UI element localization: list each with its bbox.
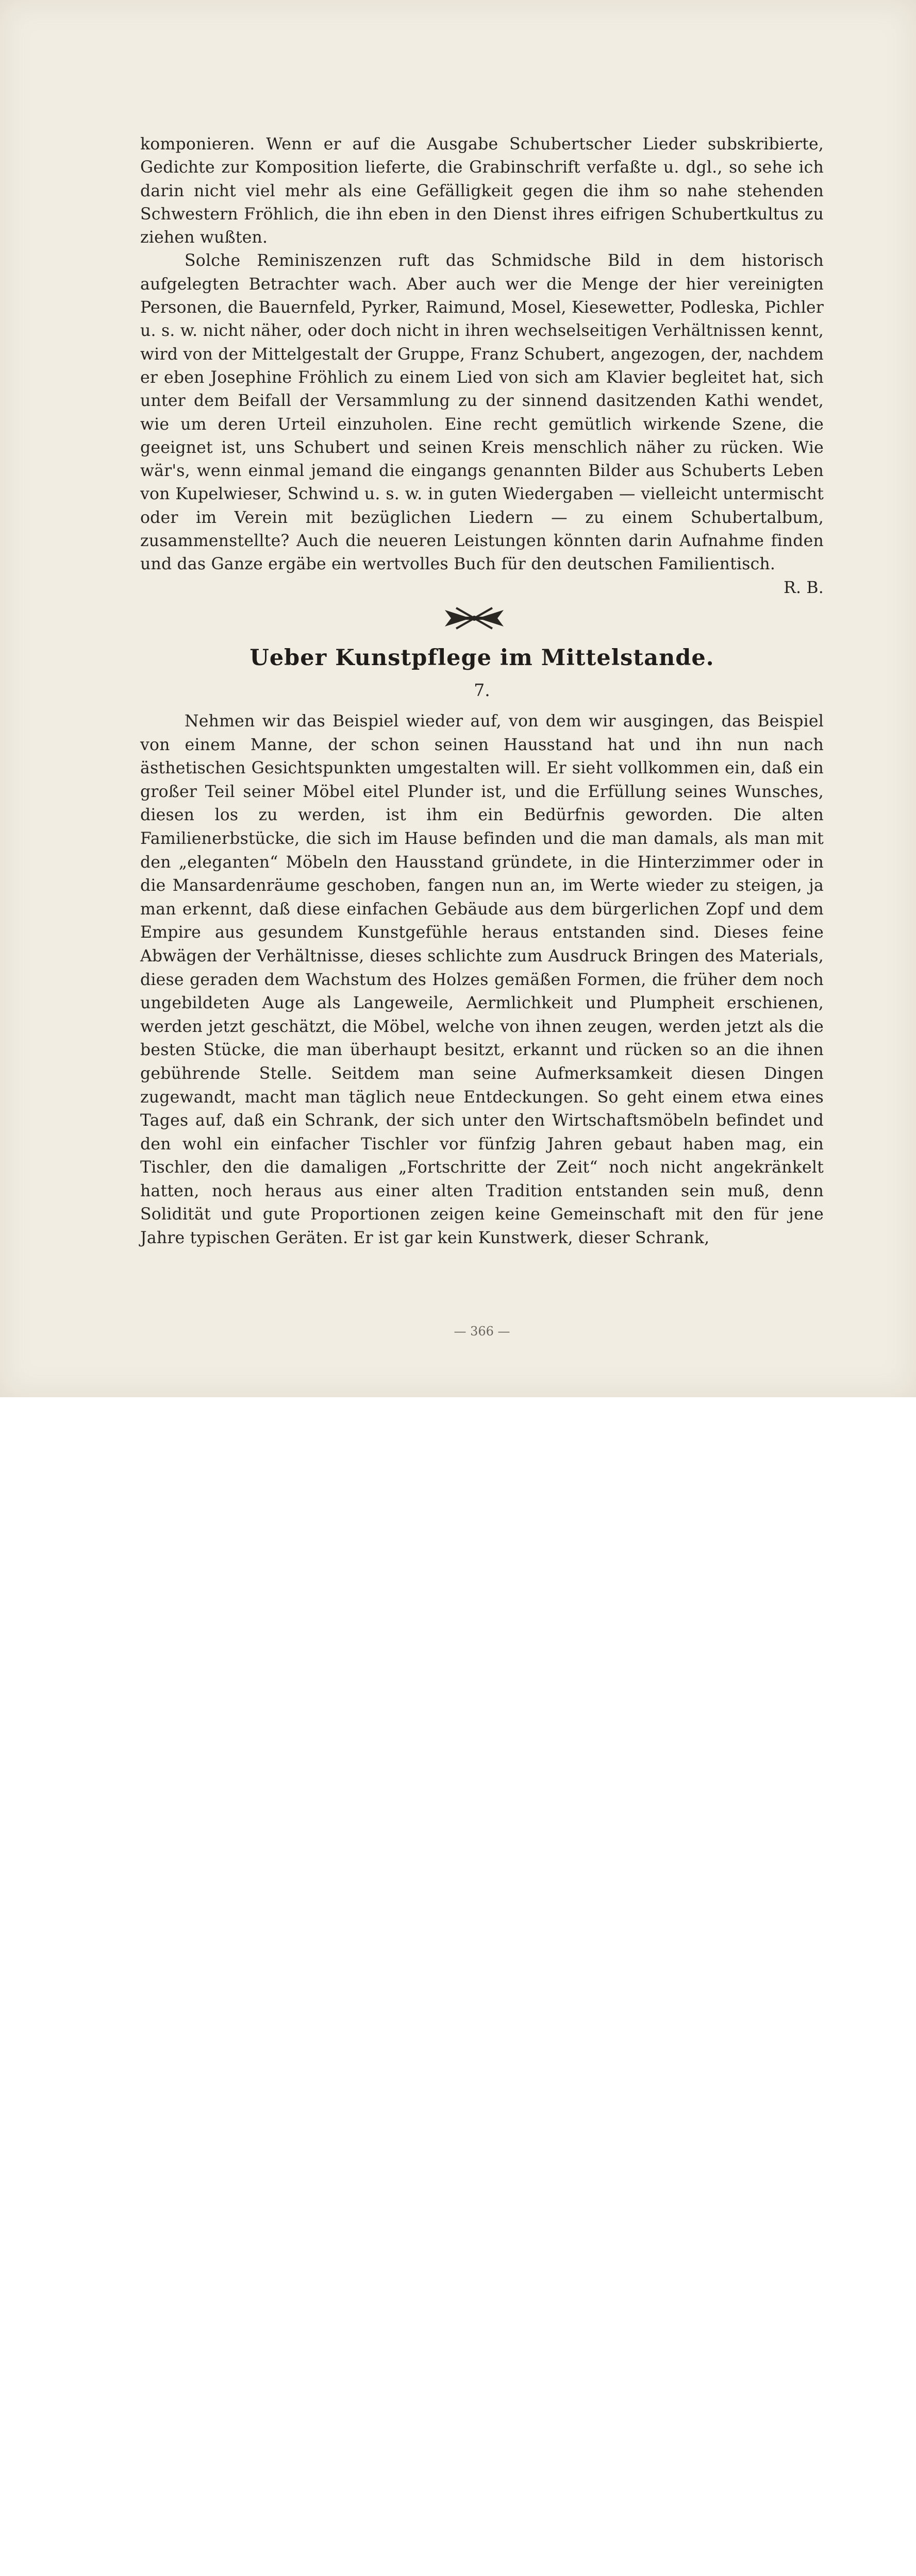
paragraph-2-text: Solche Reminiszenzen ruft das Schmidsche Bild in dem historisch aufgelegten Betrachter wach. Aber auch wer die Menge der hier vereinigten Personen, die Bauernfeld, Pyrker, Raimund, Mosel, Kiesewetter, Podleska, Pichler u. s. w. nicht näher, oder doch nicht in ihren wechselseitigen Verhältnissen kennt, wird von der Mittelgestalt der Gruppe, Franz Schubert, angezogen, der, nachdem er eben Josephine Fröhlich zu einem Lied von sich am Klavier begleitet hat, sich unter dem Beifall der Versammlung zu der sinnend dasitzenden Kathi wendet, wie um deren Urteil einzuholen. Eine recht gemütlich wirkende Szene, die geeignet ist, uns Schubert und seinen Kreis menschlich näher zu rücken. Wie wär's, wenn einmal jemand die eingangs genannten Bilder aus Schuberts Leben von Kupelwieser, Schwind u. s. w. in guten Wiedergaben — vielleicht untermischt oder im Verein mit bezüglichen Liedern — zu einem Schubertalbum, zusammenstellte? Auch die neueren Leistungen könnten darin Aufnahme finden und das Ganze ergäbe ein wertvolles Buch für den deutschen Familientisch. xyxy=(140,251,824,574)
footer-bar xyxy=(0,1397,916,1465)
section-number: 7. xyxy=(474,680,490,700)
section-title: Ueber Kunstpflege im Mittelstande. xyxy=(249,645,714,671)
body-paragraph: Nehmen wir das Beispiel wieder auf, von dem wir ausgingen, das Beispiel von einem Manne, der schon seinen Hausstand hat und ihn nun nach ästhetischen Gesichtspunkten umgestalten will. Er sieht vollkommen ein, daß ein großer Teil seiner Möbel eitel Plunder ist, und die Erfüllung seines Wunsches, diesen los zu werden, ist ihm ein Bedürfnis geworden. Die alten Familienerbstücke, die sich im Hause befinden und die man damals, als man mit den „eleganten“ Möbeln den Hausstand gründete, in die Hinterzimmer oder in die Mansardenräume geschoben, fangen nun an, im Werte wieder zu steigen, ja man erkennt, daß diese einfachen Gebäude aus dem bürgerlichen Zopf und dem Empire aus gesundem Kunstgefühle heraus entstanden sind. Dieses feine Abwägen der Verhältnisse, dieses schlichte zum Ausdruck Bringen des Materials, diese geraden dem Wachstum des Holzes gemäßen Formen, die früher dem noch ungebildeten Auge als Langeweile, Aermlichkeit und Plumpheit erschienen, werden jetzt geschätzt, die Möbel, welche von ihnen zeugen, werden jetzt als die besten Stücke, die man überhaupt besitzt, erkannt und rücken so an die ihnen gebührende Stelle. Seitdem man seine Aufmerksamkeit diesen Dingen zugewandt, macht man täglich neue Entdeckungen. So geht einem etwa eines Tages auf, daß ein Schrank, der sich unter den Wirtschaftsmöbeln befindet und den wohl ein einfacher Tischler vor fünfzig Jahren gebaut haben mag, ein Tischler, den die damaligen „Fortschritte der Zeit“ noch nicht angekränkelt hatten, noch heraus aus einer alten Tradition entstanden sein muß, denn Solidität und gute Proportionen zeigen keine Gemeinschaft mit den für jene Jahre typischen Geräten. Er ist gar kein Kunstwerk, dieser Schrank, xyxy=(140,712,824,1248)
page-number: — 366 — xyxy=(454,1324,510,1338)
body-text-block xyxy=(140,710,824,1250)
paragraph-1: komponieren. Wenn er auf die Ausgabe Schubertscher Lieder subskribierte, Gedichte zur Komposition lieferte, die Grabinschrift verfaßte u. dgl., so sehe ich darin nicht viel mehr als eine Gefälligkeit gegen die ihm so nahe stehenden Schwestern Fröhlich, die ihn eben in den Dienst ihres eifrigen Schubertkultus zu ziehen wußten. xyxy=(140,135,824,247)
top-text-block xyxy=(140,133,824,600)
author-signature: R. B. xyxy=(784,578,824,597)
crossed-ornament-icon xyxy=(441,601,508,637)
paragraph-2 xyxy=(140,249,824,597)
